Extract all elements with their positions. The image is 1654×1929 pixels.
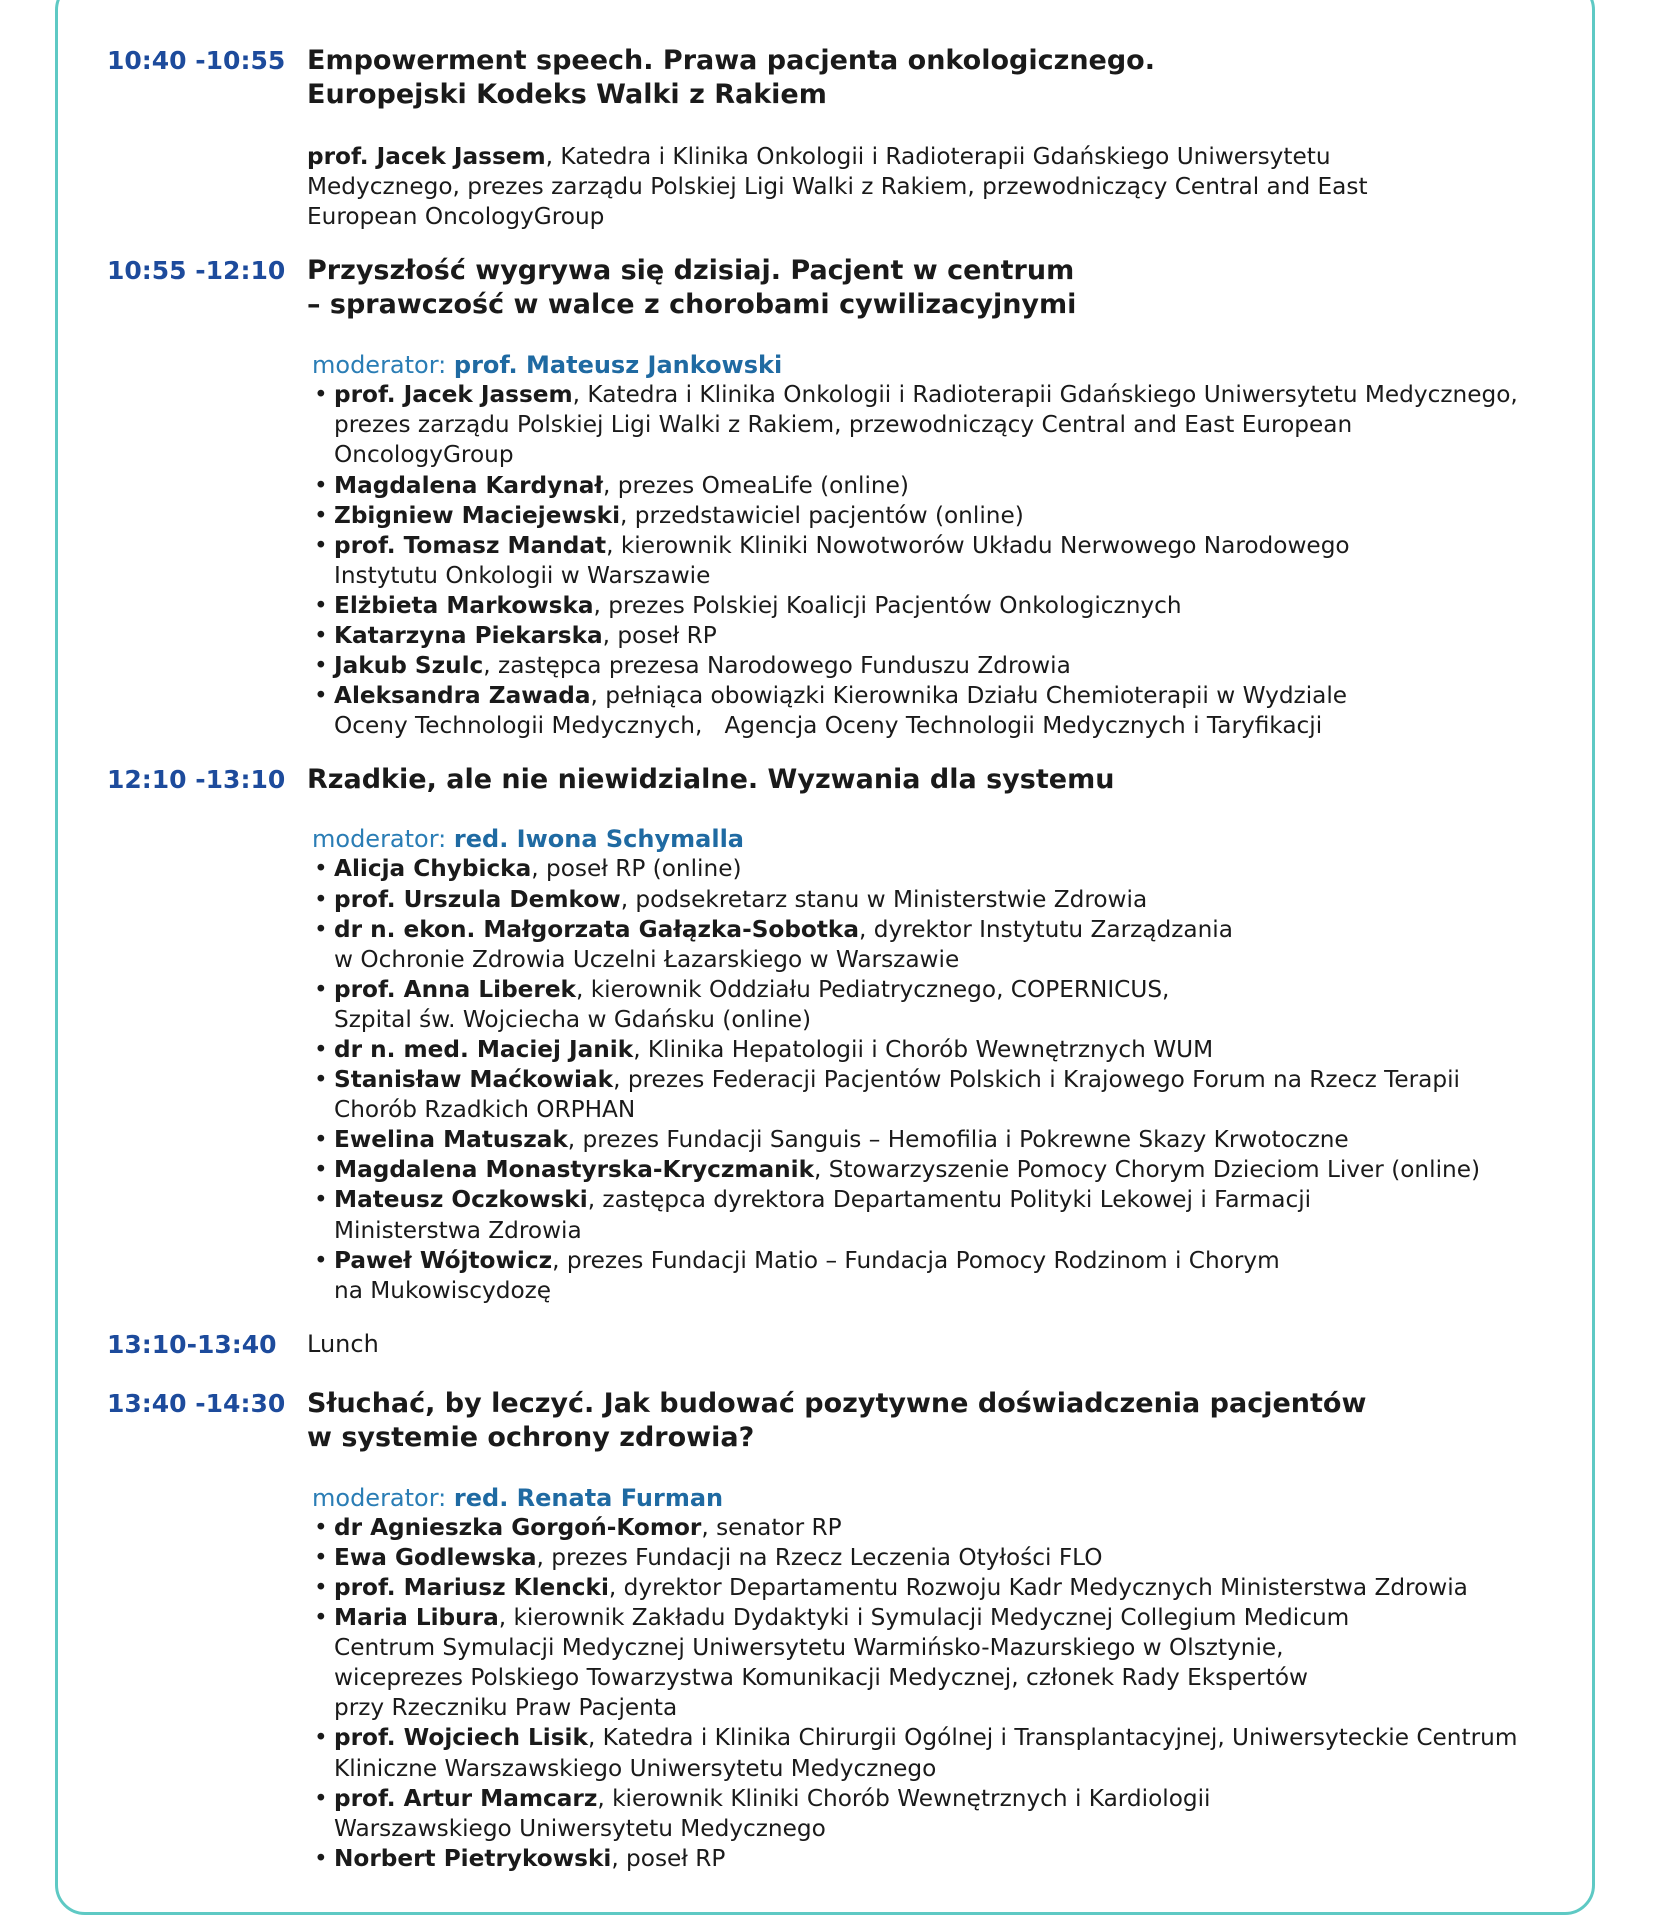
moderator-name: prof. Mateusz Jankowski — [453, 351, 783, 380]
list-item: • Stanisław Maćkowiak, prezes Federacji Pacjentów Polskich i Krajowego Forum na Rzecz Terapii Chorób Rzadkich ORPHAN — [312, 1065, 1567, 1125]
list-item: • prof. Anna Liberek, kierownik Oddziału Pediatrycznego, COPERNICUS, Szpital św. Wojciecha w Gdańsku (online) — [312, 975, 1567, 1035]
session-time: 12:10 -13:10 — [107, 765, 286, 795]
session-3 — [107, 763, 1567, 1305]
panelist-list — [307, 380, 1567, 741]
list-item: • Jakub Szulc, zastępca prezesa Narodowego Funduszu Zdrowia — [312, 651, 1567, 681]
moderator: moderator: red. Renata Furman — [312, 1483, 724, 1512]
list-item: • Maria Libura, kierownik Zakładu Dydaktyki i Symulacji Medycznej Collegium Medicum Centrum Symulacji Medycznej Uniwersytetu Warmińsko-Mazurskiego w Olsztynie, wiceprezes Polskiego Towarzystwa Komunikacji Medycznej, członek Rady Ekspertów przy Rzeczniku Praw Pacjenta — [312, 1603, 1567, 1723]
list-item: • prof. Artur Mamcarz, kierownik Kliniki Chorób Wewnętrznych i Kardiologii Warszawskiego Uniwersytetu Medycznego — [312, 1784, 1567, 1844]
moderator-name: red. Renata Furman — [453, 1483, 724, 1512]
agenda — [107, 44, 1567, 1874]
list-item: • Katarzyna Piekarska, poseł RP — [312, 621, 1567, 651]
list-item: • dr Agnieszka Gorgoń-Komor, senator RP — [312, 1513, 1567, 1543]
list-item: • dr n. med. Maciej Janik, Klinika Hepatologii i Chorób Wewnętrznych WUM — [312, 1035, 1567, 1065]
session-time: 13:10-13:40 — [107, 1329, 277, 1359]
session-time: 10:55 -12:10 — [107, 256, 286, 286]
panelist-list — [307, 854, 1567, 1305]
moderator: moderator: prof. Mateusz Jankowski — [312, 351, 783, 380]
list-item: • prof. Mariusz Klencki, dyrektor Departamentu Rozwoju Kadr Medycznych Ministerstwa Zdrowia — [312, 1573, 1567, 1603]
list-item: • dr n. ekon. Małgorzata Gałązka-Sobotka, dyrektor Instytutu Zarządzania w Ochronie Zdrowia Uczelni Łazarskiego w Warszawie — [312, 915, 1567, 975]
session-2 — [107, 254, 1567, 741]
session-title: Empowerment speech. Prawa pacjenta onkologicznego. Europejski Kodeks Walki z Rakiem — [307, 45, 1155, 110]
speaker-name: prof. Jacek Jassem — [307, 143, 546, 170]
list-item: • prof. Jacek Jassem, Katedra i Klinika Onkologii i Radioterapii Gdańskiego Uniwersytetu Medycznego, prezes zarządu Polskiej Ligi Walki z Rakiem, przewodniczący Central and East European OncologyGroup — [312, 380, 1567, 470]
list-item: • Ewa Godlewska, prezes Fundacji na Rzecz Leczenia Otyłości FLO — [312, 1543, 1567, 1573]
session-time: 13:40 -14:30 — [107, 1388, 286, 1418]
session-4 — [107, 1328, 1567, 1361]
list-item: • prof. Tomasz Mandat, kierownik Kliniki Nowotworów Układu Nerwowego Narodowego Instytutu Onkologii w Warszawie — [312, 531, 1567, 591]
list-item: • Alicja Chybicka, poseł RP (online) — [312, 854, 1567, 884]
session-time: 10:40 -10:55 — [107, 46, 286, 75]
list-item: • Magdalena Kardynał, prezes OmeaLife (online) — [312, 471, 1567, 501]
session-title: Rzadkie, ale nie niewidzialne. Wyzwania dla systemu — [307, 764, 1115, 796]
speaker: prof. Jacek Jassem, Katedra i Klinika Onkologii i Radioterapii Gdańskiego Uniwersytetu Medycznego, prezes zarządu Polskiej Ligi Walki z Rakiem, przewodniczący Central and East European OncologyGroup — [307, 143, 1368, 231]
session-5 — [107, 1387, 1567, 1874]
list-item: • Aleksandra Zawada, pełniąca obowiązki Kierownika Działu Chemioterapii w Wydziale Oceny Technologii Medycznych, Agencja Oceny Technologii Medycznych i Taryfikacji — [312, 681, 1567, 741]
list-item: • Elżbieta Markowska, prezes Polskiej Koalicji Pacjentów Onkologicznych — [312, 591, 1567, 621]
moderator-name: red. Iwona Schymalla — [453, 825, 744, 854]
list-item: • prof. Urszula Demkow, podsekretarz stanu w Ministerstwie Zdrowia — [312, 885, 1567, 915]
list-item: • Norbert Pietrykowski, poseł RP — [312, 1844, 1567, 1874]
moderator: moderator: red. Iwona Schymalla — [312, 825, 744, 854]
panelist-list — [307, 1513, 1567, 1874]
list-item: • prof. Wojciech Lisik, Katedra i Klinika Chirurgii Ogólnej i Transplantacyjnej, Uniwersyteckie Centrum Kliniczne Warszawskiego Uniwersytetu Medycznego — [312, 1723, 1567, 1783]
list-item: • Paweł Wójtowicz, prezes Fundacji Matio – Fundacja Pomocy Rodzinom i Chorym na Mukowiscydozę — [312, 1246, 1567, 1306]
session-title: Przyszłość wygrywa się dzisiaj. Pacjent w centrum – sprawczość w walce z chorobami cywilizacyjnymi — [307, 255, 1077, 321]
list-item: • Zbigniew Maciejewski, przedstawiciel pacjentów (online) — [312, 501, 1567, 531]
list-item: • Mateusz Oczkowski, zastępca dyrektora Departamentu Polityki Lekowej i Farmacji Ministerstwa Zdrowia — [312, 1185, 1567, 1245]
session-title: Słuchać, by leczyć. Jak budować pozytywne doświadczenia pacjentów w systemie ochrony zdrowia? — [307, 1387, 1367, 1453]
session-title: Lunch — [307, 1329, 379, 1358]
list-item: • Magdalena Monastyrska-Kryczmanik, Stowarzyszenie Pomocy Chorym Dzieciom Liver (online) — [312, 1155, 1567, 1185]
session-1 — [107, 44, 1567, 232]
list-item: • Ewelina Matuszak, prezes Fundacji Sanguis – Hemofilia i Pokrewne Skazy Krwotoczne — [312, 1125, 1567, 1155]
